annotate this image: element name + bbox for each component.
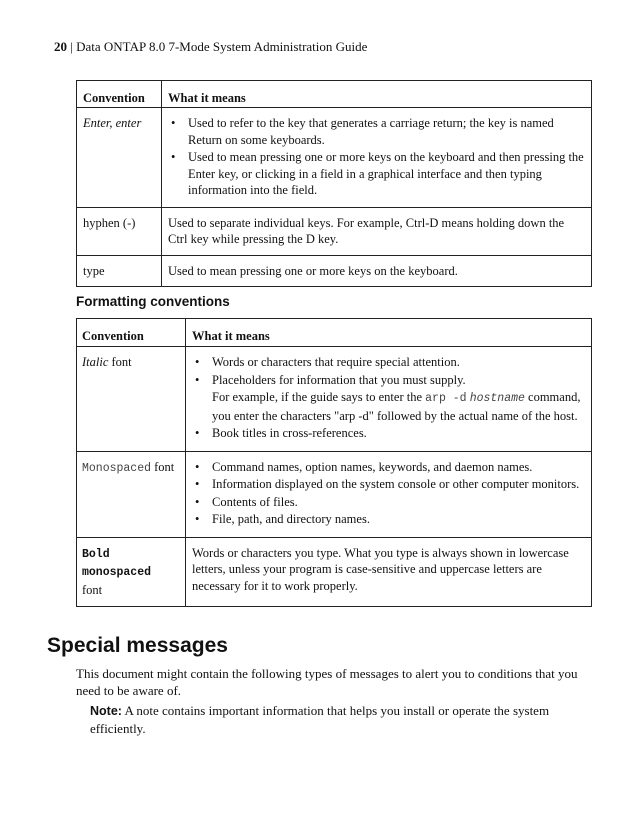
section-heading-special-messages: Special messages [47,634,228,657]
meaning-cell: Used to separate individual keys. For example, Ctrl-D means holding down the Ctrl key while pressing the D key. [162,207,592,255]
bullet-item [192,494,585,511]
example-text-after: command, you enter the characters "arp -d" followed by the actual name of the host. [212,390,581,423]
bullet-glyph: • [195,355,200,369]
bullet-glyph: • [171,150,176,164]
column-header-convention: Convention [77,81,162,108]
bullet-text: Information displayed on the system console or other computer monitors. [212,477,580,491]
example-variable: hostname [469,392,525,405]
bullet-glyph: • [195,426,200,440]
table-row [77,537,592,607]
convention-suffix: font [82,582,103,597]
meaning-cell: Used to mean pressing one or more keys on the keyboard. [162,255,592,287]
bullet-glyph: • [195,494,200,509]
bullet-glyph: • [195,459,200,474]
header-separator: | [67,39,77,54]
convention-cell [77,537,186,607]
meaning-cell: Words or characters you type. What you type is always shown in lowercase letters, unless your program is case-sensitive and uppercase letters are necessary for it to work properly. [186,537,592,607]
bullet-item [192,354,585,371]
note-paragraph [90,702,570,737]
column-header-meaning: What it means [186,319,592,347]
note-text: A note contains important information that helps you install or operate the system efficiently. [90,703,550,736]
table-row [77,451,592,537]
meaning-cell [186,347,592,452]
table-header-row [77,81,592,108]
bullet-item [192,459,585,476]
page-number: 20 [54,39,67,54]
example-command: arp -d [425,392,467,405]
document-title: Data ONTAP 8.0 7-Mode System Administration Guide [76,39,368,54]
convention-cell [77,347,186,452]
bullet-text: Used to refer to the key that generates a carriage return; the key is named Return on some keyboards. [188,116,554,147]
meaning-cell [162,108,592,208]
bullet-item [192,425,585,442]
monospaced-sample: Monospaced [82,461,152,475]
bold-monospaced-sample: Bold monospaced [82,547,152,579]
convention-cell: Enter, enter [77,108,162,208]
bullet-item [168,115,585,148]
table-row [77,347,592,452]
bullet-item [192,476,585,493]
meaning-cell [186,451,592,537]
section-heading-formatting-conventions: Formatting conventions [76,294,230,309]
bullet-text: Book titles in cross-references. [212,426,367,440]
bullet-item [168,149,585,199]
italic-sample: Italic [82,355,109,369]
note-label: Note: [90,704,122,718]
bullet-text: Words or characters that require special attention. [212,355,460,369]
table-header-row [77,319,592,347]
bullet-glyph: • [195,512,200,526]
bullet-text: Used to mean pressing one or more keys on the keyboard and then pressing the Enter key, or clicking in a field in a graphical interface and then typing information into the field. [188,150,584,197]
table-row [77,255,592,287]
formatting-conventions-table [76,318,592,607]
keyboard-conventions-table [76,80,592,287]
special-messages-intro: This document might contain the following types of messages to alert you to conditions that you need to be aware of. [76,666,578,698]
table-row [77,108,592,208]
bullet-text: Contents of files. [212,494,298,509]
convention-suffix: font [151,459,175,474]
table-row [77,207,592,255]
example-text-before: For example, if the guide says to enter the [212,390,426,404]
bullet-glyph: • [195,477,200,491]
bullet-glyph: • [171,116,176,130]
bullet-text: Command names, option names, keywords, and daemon names. [212,459,533,474]
convention-cell: hyphen (-) [77,207,162,255]
convention-suffix: font [108,355,132,369]
bullet-text: File, path, and directory names. [212,512,370,526]
example-paragraph [192,389,585,424]
bullet-item [192,511,585,528]
convention-cell [77,451,186,537]
convention-cell: type [77,255,162,287]
column-header-meaning: What it means [162,81,592,108]
page-header [54,39,367,55]
column-header-convention: Convention [77,319,186,347]
bullet-glyph: • [195,372,200,387]
bullet-item [192,372,585,389]
bullet-text: Placeholders for information that you must supply. [212,372,466,387]
